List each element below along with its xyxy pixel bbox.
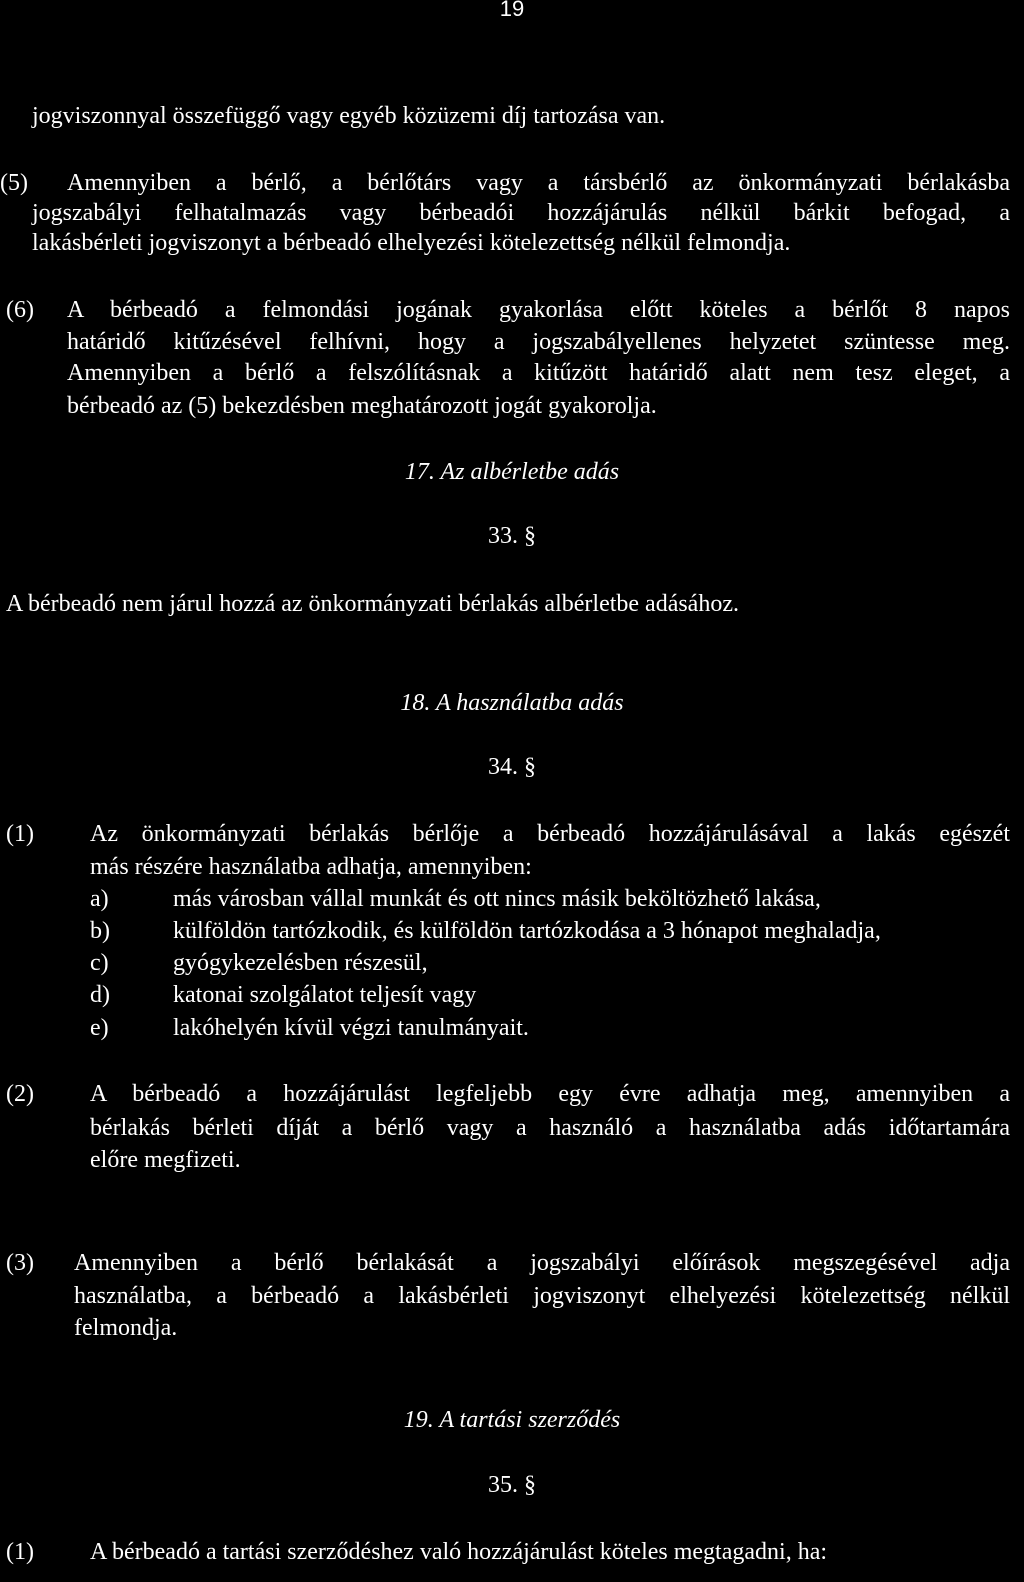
paragraph-number: (3) bbox=[6, 1250, 34, 1276]
paragraph-number: (1) bbox=[6, 821, 34, 847]
paragraph-line: A bérbeadó a tartási szerződéshez való hozzájárulást köteles megtagadni, ha: bbox=[90, 1539, 828, 1565]
paragraph-line: határidő kitűzésével felhívni, hogy a jogszabályellenes helyzetet szüntesse meg. bbox=[67, 329, 1010, 355]
section-sign: 33. § bbox=[488, 523, 536, 549]
paragraph-line: Amennyiben a bérlő bérlakását a jogszabályi előírások megszegésével adja bbox=[74, 1250, 1010, 1276]
paragraph-line: Amennyiben a bérlő, a bérlőtárs vagy a társbérlő az önkormányzati bérlakásba bbox=[67, 170, 1010, 196]
paragraph-line: Az önkormányzati bérlakás bérlője a bérbeadó hozzájárulásával a lakás egészét bbox=[90, 821, 1010, 847]
paragraph-line: A bérbeadó a felmondási jogának gyakorlása előtt köteles a bérlőt 8 napos bbox=[67, 297, 1010, 323]
section-sign: 34. § bbox=[488, 754, 536, 780]
paragraph-line: jogszabályi felhatalmazás vagy bérbeadói hozzájárulás nélkül bárkit befogad, a bbox=[32, 200, 1010, 226]
paragraph-line: bérbeadó az (5) bekezdésben meghatározott jogát gyakorolja. bbox=[67, 393, 657, 419]
paragraph-line: A bérbeadó a hozzájárulást legfeljebb egy évre adhatja meg, amennyiben a bbox=[90, 1081, 1010, 1107]
paragraph-number: (6) bbox=[6, 297, 34, 323]
chapter-heading: 19. A tartási szerződés bbox=[403, 1407, 621, 1433]
paragraph-line: Amennyiben a bérlő a felszólításnak a kitűzött határidő alatt nem tesz eleget, a bbox=[67, 360, 1010, 386]
paragraph-line: használatba, a bérbeadó a lakásbérleti jogviszonyt elhelyezési kötelezettség nélkül bbox=[74, 1283, 1010, 1309]
section-sign: 35. § bbox=[488, 1472, 536, 1498]
chapter-heading: 18. A használatba adás bbox=[400, 690, 624, 716]
page-number: 19 bbox=[499, 0, 525, 21]
list-item-text: más városban vállal munkát és ott nincs másik beköltözhető lakása, bbox=[173, 886, 821, 912]
paragraph-number: (1) bbox=[6, 1539, 34, 1565]
list-item-label: d) bbox=[90, 982, 110, 1008]
list-item-text: külföldön tartózkodik, és külföldön tartózkodása a 3 hónapot meghaladja, bbox=[173, 918, 881, 944]
paragraph-line: előre megfizeti. bbox=[90, 1147, 241, 1173]
intro-line: jogviszonnyal összefüggő vagy egyéb közüzemi díj tartozása van. bbox=[32, 103, 666, 129]
list-item-label: c) bbox=[90, 950, 109, 976]
list-item-text: gyógykezelésben részesül, bbox=[173, 950, 428, 976]
list-item-label: b) bbox=[90, 918, 110, 944]
list-item-label: e) bbox=[90, 1015, 109, 1041]
list-item-label: a) bbox=[90, 886, 109, 912]
paragraph-number: (5) bbox=[0, 170, 28, 196]
paragraph-line: bérlakás bérleti díját a bérlő vagy a használó a használatba adás időtartamára bbox=[90, 1115, 1010, 1141]
paragraph-text: A bérbeadó nem járul hozzá az önkormányzati bérlakás albérletbe adásához. bbox=[6, 591, 739, 617]
chapter-heading: 17. Az albérletbe adás bbox=[404, 459, 620, 485]
list-item-text: lakóhelyén kívül végzi tanulmányait. bbox=[173, 1015, 529, 1041]
paragraph-line: lakásbérleti jogviszonyt a bérbeadó elhelyezési kötelezettség nélkül felmondja. bbox=[32, 230, 791, 256]
paragraph-number: (2) bbox=[6, 1081, 34, 1107]
paragraph-line: felmondja. bbox=[74, 1315, 178, 1341]
list-item-text: katonai szolgálatot teljesít vagy bbox=[173, 982, 477, 1008]
paragraph-line: más részére használatba adhatja, amennyiben: bbox=[90, 854, 532, 880]
